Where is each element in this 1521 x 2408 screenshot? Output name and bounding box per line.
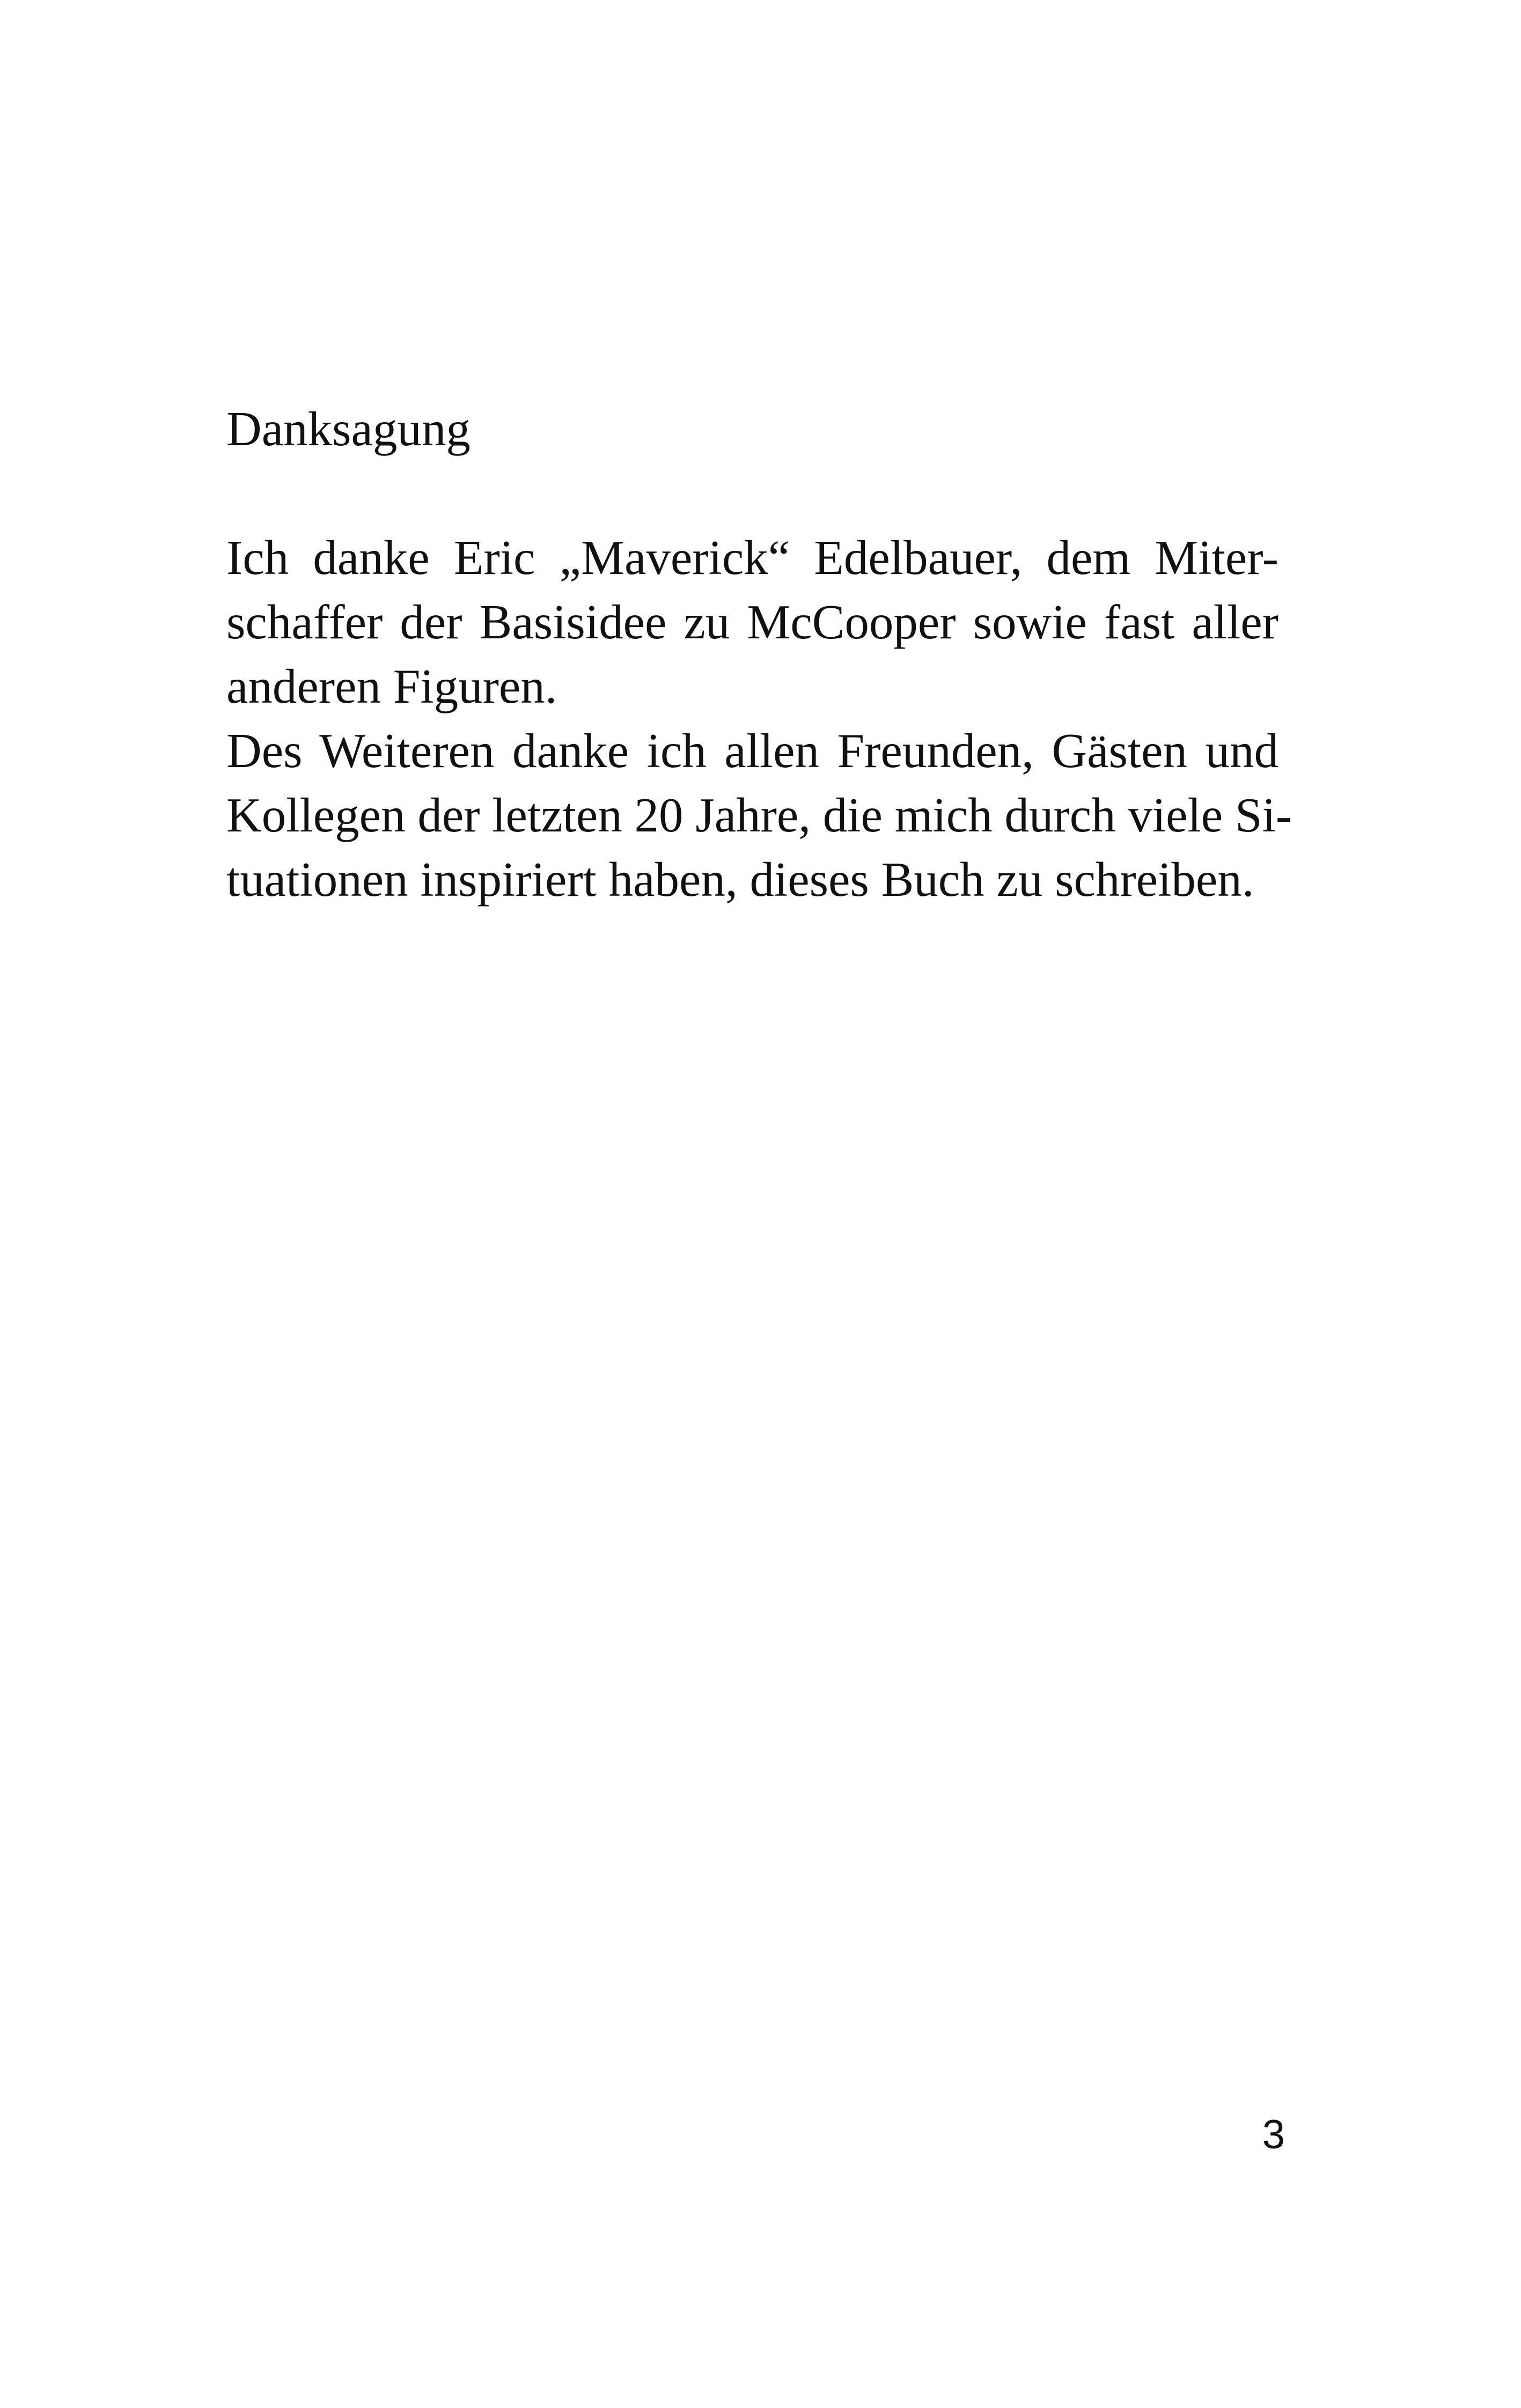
- text-line: Kollegen der letzten 20 Jahre, die mich durch viele Si-: [226, 788, 1292, 842]
- page-title: Danksagung: [226, 402, 471, 456]
- acknowledgement-text: [226, 526, 1292, 912]
- text-line: Des Weiteren danke ich allen Freunden, Gästen und: [226, 724, 1278, 778]
- page-number: 3: [1262, 2112, 1285, 2157]
- page-content: [226, 397, 1292, 912]
- text-line: Ich danke Eric „Maverick“ Edelbauer, dem Miter-: [226, 531, 1278, 585]
- text-line: anderen Figuren.: [226, 659, 557, 713]
- text-line: schaffer der Basisidee zu McCooper sowie fast aller: [226, 595, 1278, 649]
- text-line: tuationen inspiriert haben, dieses Buch zu schreiben.: [226, 852, 1254, 907]
